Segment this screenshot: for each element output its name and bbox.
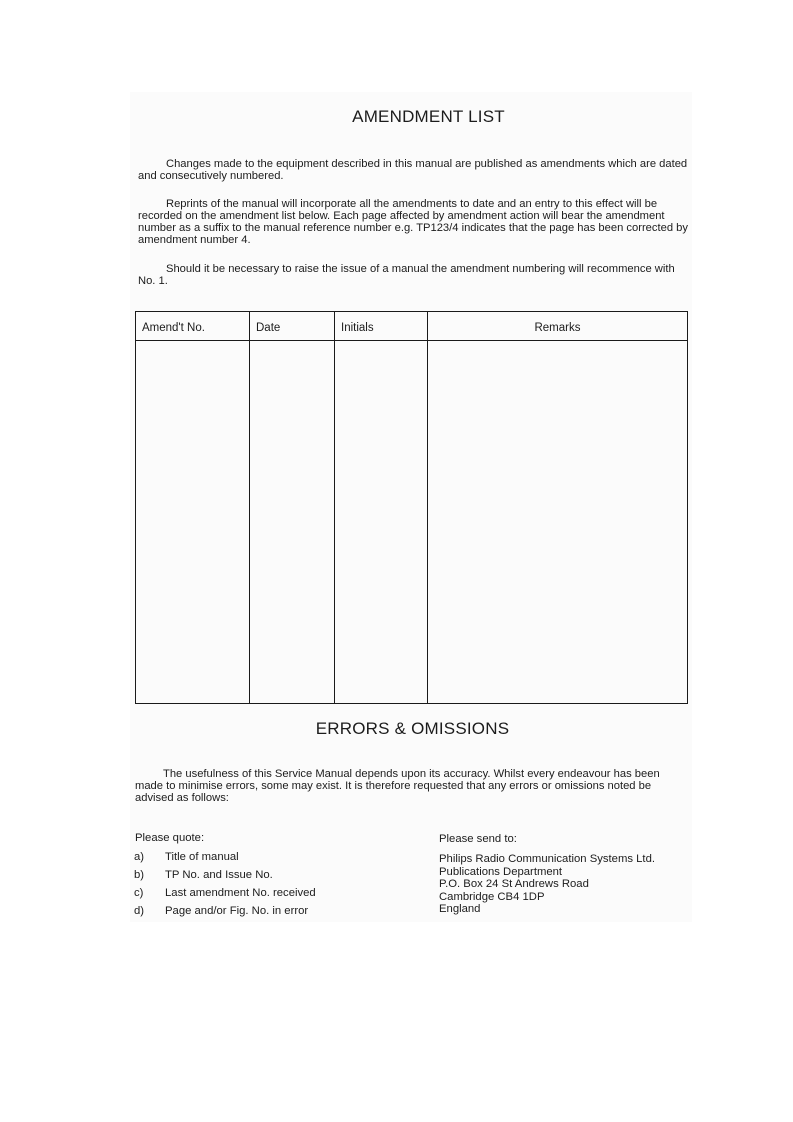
- list-marker: a): [134, 851, 145, 863]
- amendment-paragraph-3: Should it be necessary to raise the issue of a manual the amendment numbering will recommence with No. 1.: [138, 263, 675, 287]
- address-line-street: P.O. Box 24 St Andrews Road: [439, 878, 589, 890]
- list-item-text: Title of manual: [165, 851, 239, 863]
- address-line-country: England: [439, 903, 481, 915]
- send-to-address: [439, 853, 655, 916]
- list-item-text: TP No. and Issue No.: [165, 869, 273, 881]
- please-quote-label: Please quote:: [135, 832, 205, 844]
- errors-paragraph: The usefulness of this Service Manual depends upon its accuracy. Whilst every endeavour has been made to minimise errors, some may exist. It is therefore requested that any errors or omissions noted be advised as follows:: [135, 768, 660, 804]
- column-header-date: Date: [256, 322, 281, 334]
- column-header-amend-no: Amend't No.: [142, 322, 205, 334]
- column-header-remarks: Remarks: [534, 322, 581, 334]
- address-line-department: Publications Department: [439, 865, 563, 878]
- column-header-initials: Initials: [341, 322, 374, 334]
- table-header-divider: [136, 340, 687, 341]
- table-column-divider: [334, 312, 335, 703]
- please-send-label: Please send to:: [439, 833, 517, 845]
- errors-omissions-title: ERRORS & OMISSIONS: [315, 719, 510, 738]
- list-marker: c): [134, 887, 144, 899]
- list-item-text: Last amendment No. received: [165, 887, 316, 899]
- list-item-text: Page and/or Fig. No. in error: [165, 905, 309, 917]
- amendment-table: [135, 311, 688, 704]
- list-marker: b): [134, 869, 145, 881]
- list-marker: d): [134, 905, 145, 917]
- address-line-city: Cambridge CB4 1DP: [439, 890, 545, 903]
- amendment-paragraph-1: Changes made to the equipment described in this manual are published as amendments which are dated and consecutively numbered.: [138, 158, 688, 182]
- table-column-divider: [249, 312, 250, 703]
- table-column-divider: [427, 312, 428, 703]
- address-line-company: Philips Radio Communication Systems Ltd.: [439, 853, 655, 865]
- amendment-paragraph-2: Reprints of the manual will incorporate all the amendments to date and an entry to this effect will be recorded on the amendment list below. Each page affected by amendment action will bear the amendment number as a suffix to the manual reference number e.g. TP123/4 indicates that the page has been corrected by amendment number 4.: [138, 198, 688, 246]
- amendment-list-title: AMENDMENT LIST: [352, 107, 505, 126]
